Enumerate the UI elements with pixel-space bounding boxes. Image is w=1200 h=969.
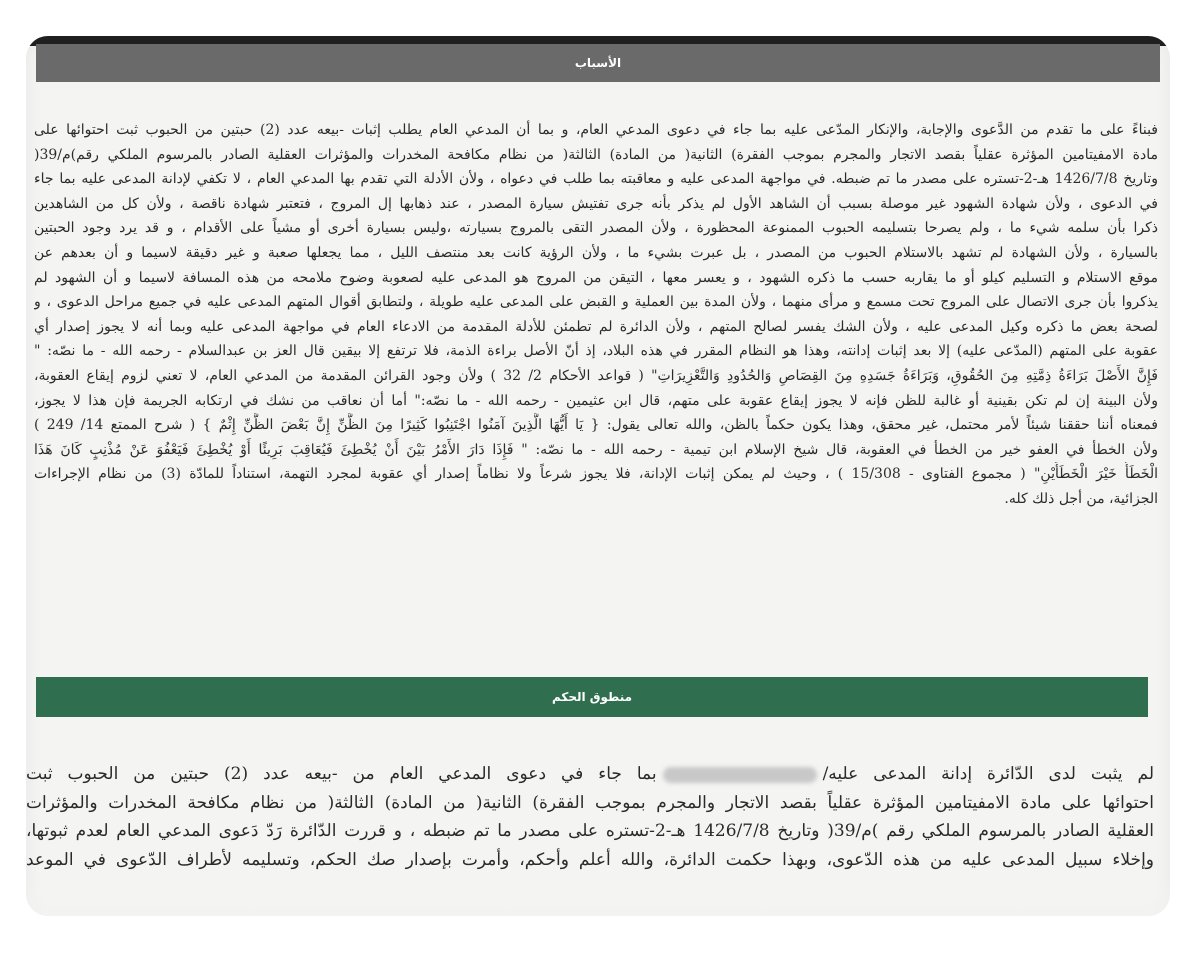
verdict-body <box>26 760 1154 874</box>
reasons-line: فبناءً على ما تقدم من الدَّعوى والإجابة، والإنكار المدّعى عليه بما جاء في دعوى المدعي العام، و بما أن المدعي العام يطلب إثبات -بيعه عدد (2) حبتين من الحبوب ثبت احتوائها على <box>34 122 1158 138</box>
verdict-line: وإخلاء سبيل المدعى عليه من هذه الدّعوى، وبهذا حكمت الدائرة، والله أعلم وأحكم، وأمرت بإصدار صك الحكم، وتسليمه لأطراف الدّعوى في الموعد <box>26 849 1154 870</box>
reasons-line: الجزائية، من أجل ذلك كله. <box>1004 490 1158 507</box>
reasons-line: ولأن البينة إن لم تكن بقينية أو غالبة للظن فإنه لا يجوز إيقاع عقوبة على متهم، قال ابن عثيمين - رحمه الله - ما نصّه:" أما أن نعاقب من نشك في ارتكابه الجريمة فإن هذا لا يجوز، <box>34 392 1158 409</box>
verdict-line <box>26 760 1154 789</box>
reasons-line: فَإِنَّ الأَصْلَ بَرَاءَةُ ذِمَّتِهِ مِنَ الحُقُوقِ، وَبَرَاءَةُ جَسَدِهِ مِنَ القِصَاصِ وَالحُدُودِ وَالتَّعْزِيرَاتِ" ( قواعد الأحكام 2/ 32 ) ولأن وجود القرائن المقدمة من المدعي العام، لا تعني لزوم إيقاع العقوبة، <box>34 367 1158 384</box>
verdict-line: العقلية الصادر بالمرسوم الملكي رقم )م/39( وتاريخ 1426/7/8 هـ-2-تستره على مصدر ما تم ضبطه ، و قررت الدّائرة رَدّ دَعوى المدعي العام لعدم ثبوتها، <box>26 821 1154 841</box>
reasons-body <box>34 118 1158 512</box>
reasons-header <box>36 44 1160 82</box>
verdict-header <box>36 677 1148 717</box>
document-card <box>26 36 1170 916</box>
verdict-line: احتوائها على مادة الامفيتامين المؤثرة عقلياً بقصد الاتجار والمجرم بموجب الفقرة) الثانية( من المادة) الثالثة( من نظام مكافحة المخدرات والمؤثرات <box>26 792 1154 813</box>
verdict-header-title: منطوق الحكم <box>551 690 633 704</box>
reasons-header-title: الأسباب <box>574 56 622 70</box>
reasons-line: ذكرا بأن سلمه شيء ما ، ولم يصرحا بتسليمه الحبوب الممنوعة المحظورة ، ولأن المصدر التقى بالمروج بسيارته ،وليس بسيارة أخرى أو مشياً على الأقدام ، و قد يرد وجود الحبتين <box>34 220 1158 237</box>
reasons-line: موقع الاستلام و التسليم كيلو أو ما يقاربه حسب ما ذكره الشهود ، و يعسر معها ، التيقن من المروج هو المدعى عليه لصعوبة وضوح ملامحه من هذه المسافة لاسيما و أن الشهود لم <box>34 269 1158 286</box>
verdict-line-end: بما جاء في دعوى المدعي العام من -بيعه عدد (2) حبتين من الحبوب ثبت <box>26 764 657 784</box>
verdict-line-start: لم يثبت لدى الدّائرة إدانة المدعى عليه/ <box>822 764 1154 784</box>
reasons-line: الْخَطَأُ خَيْرَ الْخَطَأَيْنِ" ( مجموع الفتاوى - 15/308 ) ، وحيث لم يمكن إثبات الإدانة، فلا يجوز شرعاً ولا نظاماً إصدار أي عقوبة لمجرد التهمة، استناداً للمادّة (3) من نظام الإجراءات <box>34 466 1158 483</box>
reasons-line: ولأن الخطأ في العفو خير من الخطأ في العقوبة، قال شيخ الإسلام ابن تيمية - رحمه الله - ما نصّه: " فَإِذَا دَارَ الأَمْرُ بَيْنَ أَنْ يُخْطِئَ فَيُعَاقِبَ بَرِيئًا أَوْ يُخْطِئَ فَيَعْفُوَ عَنْ مُذْنِبٍ كَانَ هَذَا <box>34 441 1158 458</box>
reasons-line: عقوبة على المتهم (المدّعى عليه) إلا بعد إثبات إدانته، وهذا هو النظام المقرر في هذه البلاد، إذ أنّ الأصل براءة الذمة، فلا ترتفع إلا بيقين قال العز بن عبدالسلام - رحمه الله - ما نصّه: " <box>34 343 1158 360</box>
reasons-line: وتاريخ 1426/7/8 هـ-2-تستره على مصدر ما تم ضبطه. في مواجهة المدعى عليه و معاقبته بما طلب في دعواه ، ولأن الأدلة التي تقدم بها المدعي العام ، لا تكفي لإدانة المدعى عليه بما جاء <box>34 171 1158 188</box>
reasons-line: بالسيارة ، ولأن الشهادة لم تشهد بالاستلام الحبوب من المصدر ، بل عبرت بشيء ما ، ولأن الرؤية كانت بعد منتصف الليل ، مما يجعلها صعبة و غير دقيقة لاسيما و أن بعدهم عن <box>34 244 1158 261</box>
reasons-line: لصحة بعض ما ذكره وكيل المدعى عليه ، ولأن الشك يفسر لصالح المتهم ، ولأن الدائرة لم تطمئن للأدلة المقدمة من الادعاء العام في مواجهة المدعى عليه وبما أنه لا يجوز إصدار أي <box>34 318 1158 335</box>
bottom-fade <box>26 876 1170 916</box>
redacted-name <box>663 767 817 783</box>
reasons-line: فمعناه أننا حققنا شيئاً لأمر محتمل، غير محقق، وهذا يكون حكماً بالظن، والله تعالى يقول: { يَا أَيُّهَا الَّذِينَ آمَنُوا اجْتَنِبُوا كَثِيرًا مِنَ الظَّنِّ إِنَّ بَعْضَ الظَّنِّ إِثْمٌ } ( شرح الممتع 14/ 249 ) <box>34 417 1158 434</box>
reasons-line: في الدعوى ، ولأن شهادة الشهود غير موصلة بسبب أن الشاهد الأول لم يذكر بأنه جرى تفتيش سيارة المصدر ، عند ذهابها إل المروج ، فتعتبر شهادة ناقصة ، ولأن كل من الشاهدين <box>34 195 1158 212</box>
reasons-line: مادة الامفيتامين المؤثرة عقلياً بقصد الاتجار والمجرم بموجب الفقرة) الثانية( من المادة) الثالثة( من نظام مكافحة المخدرات والمؤثرات العقلية الصادر بالمرسوم الملكي رقم)م/39( <box>34 146 1158 163</box>
reasons-line: يذكروا بأن جرى الاتصال على المروج تحت مسمع و مرأى منهما ، ولأن المدة بين العملية و القبض على المدعى عليه طويلة ، ولتطابق أقوال المتهم المدعى عليه في جميع مراحل الدعوى ، و <box>34 294 1158 311</box>
